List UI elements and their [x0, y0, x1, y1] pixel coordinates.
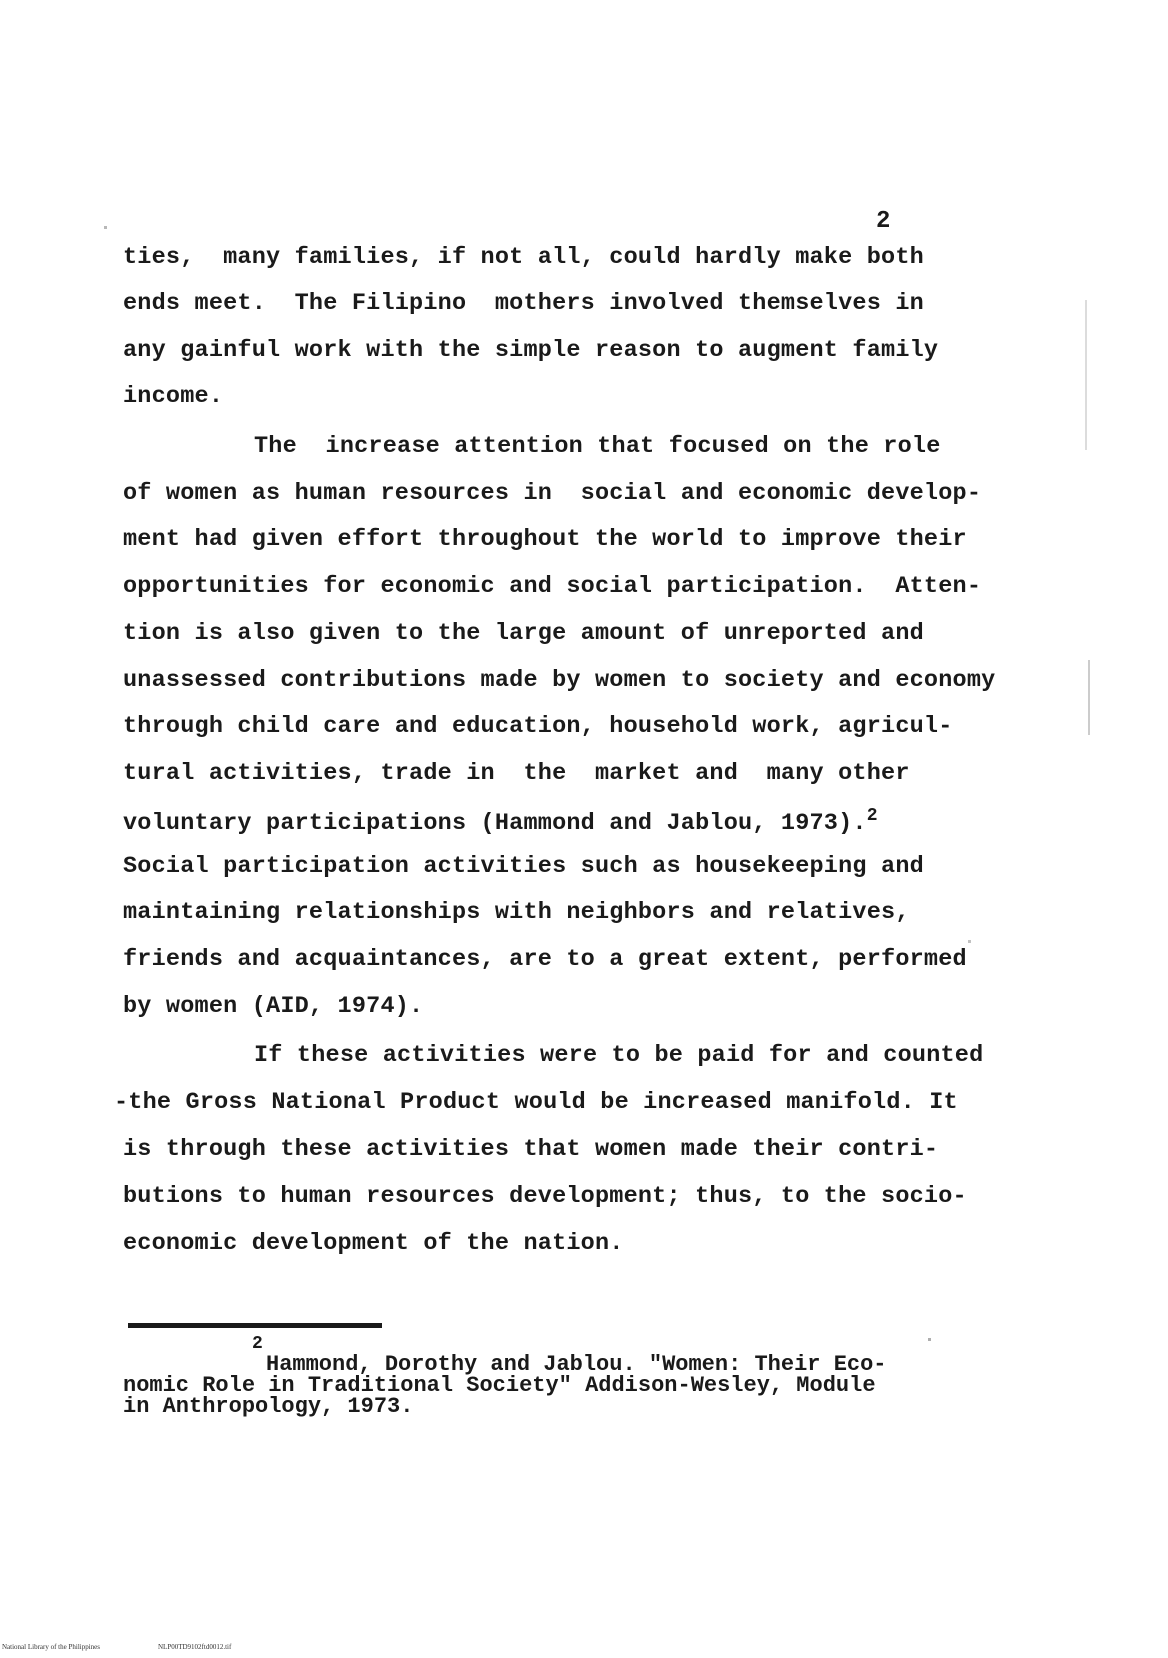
text-line: tural activities, trade in the market and many other [123, 760, 910, 787]
page-number: 2 [876, 208, 891, 235]
footnote-line: in Anthropology, 1973. [123, 1394, 414, 1419]
text-line: opportunities for economic and social participation. Atten- [123, 573, 982, 600]
text-line: maintaining relationships with neighbors and relatives, [123, 899, 910, 926]
text-line: through child care and education, household work, agricul- [123, 713, 953, 740]
scan-noise [928, 1338, 931, 1341]
text-line: ment had given effort throughout the world to improve their [123, 526, 967, 553]
text-line: of women as human resources in social and economic develop- [123, 480, 982, 507]
text-line: economic development of the nation. [123, 1230, 624, 1257]
text-line: any gainful work with the simple reason to augment family [123, 337, 939, 364]
text-line: tion is also given to the large amount of unreported and [123, 620, 924, 647]
text-line-content: voluntary participations (Hammond and Jablou, 1973). [123, 809, 867, 837]
footnote-reference: 2 [866, 806, 878, 826]
scan-noise [968, 940, 971, 943]
text-line: Social participation activities such as housekeeping and [123, 853, 924, 880]
text-line [123, 806, 878, 837]
footnote-marker: 2 [252, 1334, 263, 1354]
text-line: The increase attention that focused on the role [254, 433, 941, 460]
text-line: ends meet. The Filipino mothers involved themselves in [123, 290, 924, 317]
scan-noise [1085, 300, 1087, 450]
scan-noise [104, 226, 107, 229]
text-line: ties, many families, if not all, could hardly make both [123, 244, 924, 271]
footnote-line: Hammond, Dorothy and Jablou. "Women: Their Eco- [266, 1352, 887, 1377]
footnote-line: nomic Role in Traditional Society" Addison-Wesley, Module [123, 1373, 876, 1398]
text-line: is through these activities that women made their contri- [123, 1136, 939, 1163]
footnote-divider [128, 1323, 382, 1328]
footer-filename: NLP00TD9102ftd0012.tif [158, 1643, 232, 1651]
footer-library-name: National Library of the Philippines [2, 1643, 100, 1651]
text-line: unassessed contributions made by women to society and economy [123, 667, 996, 694]
text-line: by women (AID, 1974). [123, 993, 424, 1020]
text-line: butions to human resources development; thus, to the socio- [123, 1183, 967, 1210]
scan-noise [1088, 660, 1090, 735]
text-line: friends and acquaintances, are to a great extent, performed [123, 946, 967, 973]
text-line: -the Gross National Product would be increased manifold. It [114, 1089, 958, 1116]
text-line: income. [123, 383, 224, 410]
text-line: If these activities were to be paid for and counted [254, 1042, 984, 1069]
